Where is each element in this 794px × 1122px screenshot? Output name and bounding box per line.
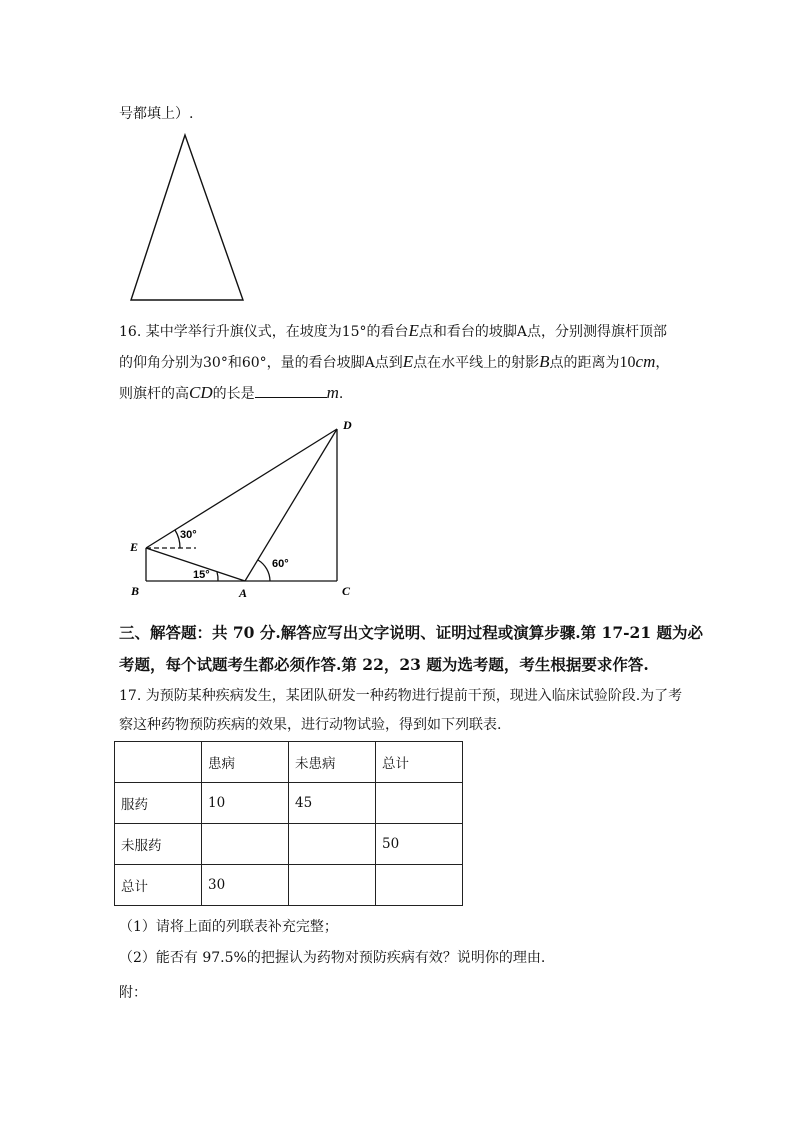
- table-cell: 10: [202, 783, 289, 824]
- q17-part-2: （2）能否有 97.5%的把握认为药物对预防疾病有效？说明你的理由.: [119, 950, 546, 966]
- q16-text: .: [338, 386, 344, 402]
- q16-line-3: [119, 383, 343, 404]
- angle-label-30: 30°: [180, 529, 197, 541]
- table-cell: [115, 742, 202, 783]
- isosceles-triangle-figure: [131, 135, 243, 300]
- flagpole-figure: [146, 429, 337, 581]
- label-A: A: [239, 586, 248, 600]
- previous-question-tail: 号都填上）.: [119, 106, 194, 122]
- table-row: [115, 865, 463, 906]
- q16-text: 的长是: [212, 386, 255, 402]
- label-D: D: [343, 418, 352, 432]
- var-E: E: [402, 352, 414, 371]
- value-10: 10: [619, 354, 636, 371]
- q17-line-1: 17. 为预防某种疾病发生，某团队研发一种药物进行提前干预，现进入临床试验阶段.为了考: [119, 688, 683, 704]
- q16-text: 的仰角分别为30°和60°，量的看台坡脚A点到: [119, 355, 403, 371]
- table-header-cell: 未患病: [289, 742, 376, 783]
- q16-line-1: [119, 321, 667, 342]
- var-B: B: [539, 352, 550, 371]
- table-row-label: 未服药: [115, 824, 202, 865]
- q16-text: 点在水平线上的射影: [413, 355, 540, 371]
- var-CD: CD: [189, 383, 213, 402]
- q16-text: 16. 某中学举行升旗仪式，在坡度为15°的看台: [119, 324, 409, 340]
- table-cell: [202, 824, 289, 865]
- q16-text: 则旗杆的高: [119, 386, 189, 402]
- table-row: [115, 783, 463, 824]
- table-header-cell: 患病: [202, 742, 289, 783]
- table-cell: 30: [202, 865, 289, 906]
- unit-m: m: [326, 383, 339, 402]
- label-C: C: [342, 584, 351, 598]
- q17-part-1: （1）请将上面的列联表补充完整；: [119, 919, 338, 935]
- q17-line-2: 察这种药物预防疾病的效果，进行动物试验，得到如下列联表.: [119, 717, 502, 733]
- q16-text: 点的距离为: [549, 355, 620, 371]
- angle-arc-60: [258, 560, 270, 581]
- contingency-table: [114, 741, 463, 906]
- table-header-cell: 总计: [376, 742, 463, 783]
- section-3-heading-line-2: 考题，每个试题考生都必须作答.第 22，23 题为选考题，考生根据要求作答.: [119, 655, 649, 674]
- angle-label-60: 60°: [272, 558, 289, 570]
- segment-ED: [146, 429, 337, 548]
- appendix-label: 附：: [119, 985, 147, 1001]
- table-cell: 45: [289, 783, 376, 824]
- table-row-label: 总计: [115, 865, 202, 906]
- q16-text: 点和看台的坡脚A点，分别测得旗杆顶部: [418, 324, 668, 340]
- answer-blank[interactable]: [255, 383, 327, 398]
- q16-line-2: [119, 352, 669, 373]
- table-cell: [376, 865, 463, 906]
- table-cell: [289, 824, 376, 865]
- unit-cm: cm: [635, 352, 656, 371]
- q16-text: ，: [655, 355, 670, 371]
- label-B: B: [131, 584, 140, 598]
- table-cell: [376, 783, 463, 824]
- section-3-heading-line-1: 三、解答题：共 70 分.解答应写出文字说明、证明过程或演算步骤.第 17-21 题为必: [119, 623, 704, 642]
- var-E: E: [408, 321, 419, 340]
- segment-AD: [245, 429, 337, 581]
- angle-label-15: 15°: [193, 569, 210, 581]
- table-row-label: 服药: [115, 783, 202, 824]
- label-E: E: [130, 540, 139, 554]
- table-header-row: [115, 742, 463, 783]
- table-cell: 50: [376, 824, 463, 865]
- table-row: [115, 824, 463, 865]
- table-cell: [289, 865, 376, 906]
- angle-arc-15: [217, 572, 218, 581]
